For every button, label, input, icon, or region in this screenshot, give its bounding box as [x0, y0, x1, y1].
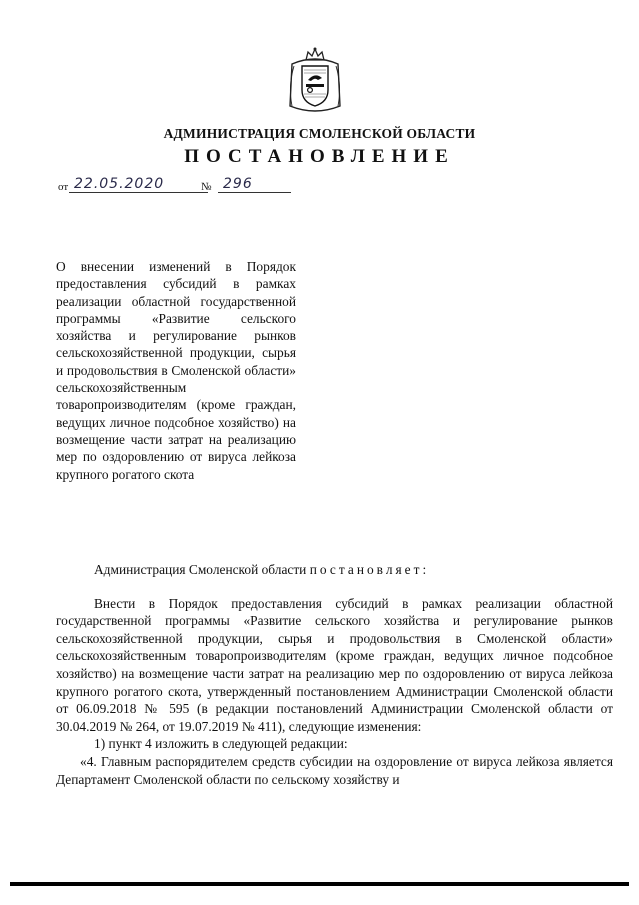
coat-of-arms-icon: [284, 46, 346, 116]
document-number: [201, 176, 291, 196]
main-paragraph: Внести в Порядок предоставления субсидий в рамках реализации областной государственной программы «Развитие сельского хозяйства и регулирование рынков сельскохозяйственной продукции, сырья и продовольствия в Смоленской области» сельскохозяйственным товаропроизводителям (кроме граждан, ведущих личное подсобное хозяйство) на возмещение части затрат на реализацию мер по оздоровлению от вируса лейкоза крупного рогатого скота, утвержденный постановлением Администрации Смоленской области от 06.09.2018 № 595 (в редакции постановлений Администрации Смоленской области от 30.04.2019 № 264, от 19.07.2019 № 411), следующие изменения:: [56, 595, 613, 734]
decree-word: постановляет:: [309, 562, 430, 577]
organization-name: АДМИНИСТРАЦИЯ СМОЛЕНСКОЙ ОБЛАСТИ: [163, 126, 476, 141]
number-label: №: [201, 181, 212, 193]
document-date: [58, 176, 208, 196]
document-subject: О внесении изменений в Порядок предоставления субсидий в рамках реализации областной государственной программы «Развитие сельского хозяйства и регулирование рынков сельскохозяйственной продукции, сырья и продовольствия в Смоленской области» сельскохозяйственным товаропроизводителям (кроме граждан, ведущих личное подсобное хозяйство) на возмещение части затрат на реализацию мер по оздоровлению от вируса лейкоза крупного рогатого скота: [56, 259, 296, 482]
date-handwritten: 22.05.2020: [74, 176, 165, 192]
amendment-quote: «4. Главным распорядителем средств субсидии на оздоровление от вируса лейкоза является Департамент Смоленской области по сельскому хозяйству и: [56, 753, 613, 787]
decree-line: [56, 561, 613, 579]
document-body: [56, 561, 613, 788]
document-type-title: ПОСТАНОВЛЕНИЕ: [184, 146, 455, 167]
amendment-item-1: 1) пункт 4 изложить в следующей редакции:: [94, 736, 348, 752]
decree-lead: Администрация Смоленской области: [94, 562, 307, 577]
number-underline: [218, 192, 291, 193]
date-underline: [69, 192, 208, 193]
number-handwritten: 296: [223, 176, 253, 192]
bottom-border: [10, 882, 629, 886]
date-label: от: [58, 181, 69, 193]
